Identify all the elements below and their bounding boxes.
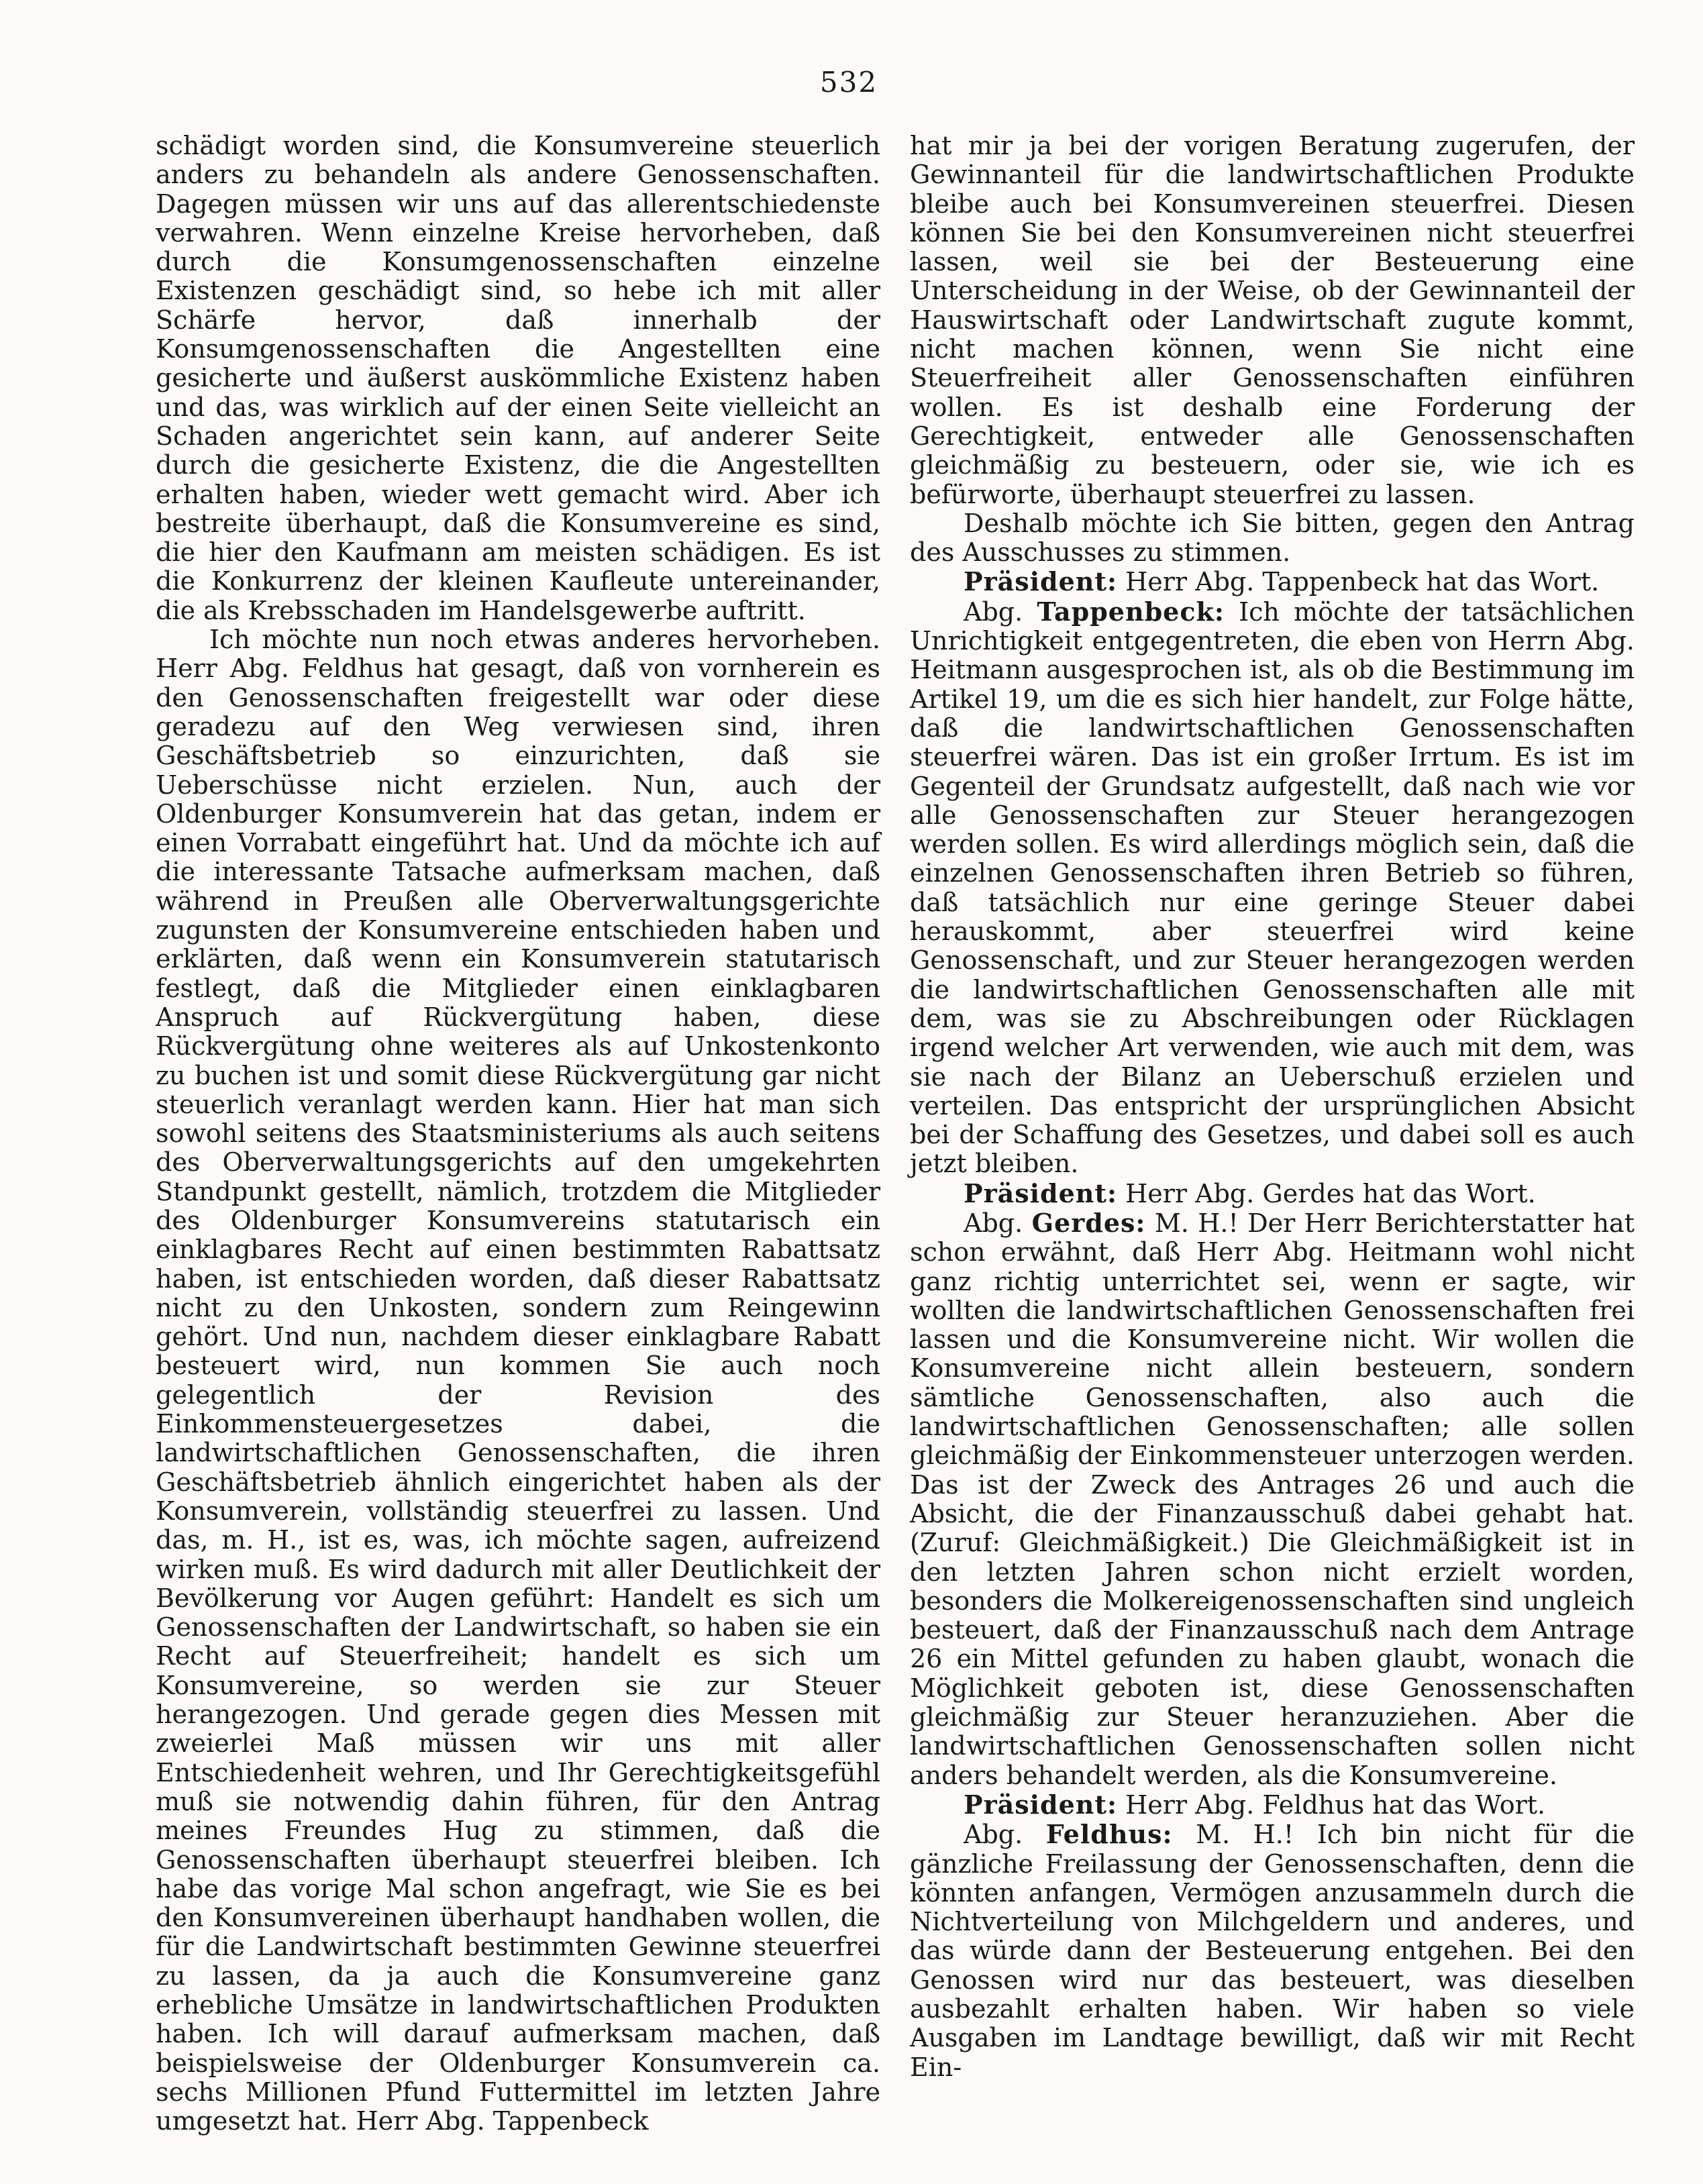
statement-text: Herr Abg. Feldhus hat das Wort. [1125, 1789, 1546, 1820]
speech-text: Ich möchte der tatsächlichen Unrichtigkeit entgegentreten, die eben von Herrn Abg. Heitmann ausgesprochen ist, als ob die Bestimmung im Artikel 19, um die es sich hier handelt, zur Folge hätte, daß die landwirtschaftlichen Genossenschaften steuerfrei wären. Das ist ein großer Irrtum. Es ist im Gegenteil der Grundsatz aufgestellt, daß nach wie vor alle Genossenschaften zur Steuer herangezogen werden sollen. Es wird allerdings möglich sein, daß die einzelnen Genossenschaften ihren Betrieb so führen, daß tatsächlich nur eine geringe Steuer dabei herauskommt, aber steuerfrei wird keine Genossenschaft, und zur Steuer herangezogen werden die landwirtschaftlichen Genossenschaften alle mit dem, was sie zu Abschreibungen oder Rücklagen irgend welcher Art verwenden, wie auch mit dem, was sie nach der Bilanz an Ueberschuß erzielen und verteilen. Das entspricht der ursprünglichen Absicht bei der Schaffung des Gesetzes, und dabei soll es auch jetzt bleiben. [910, 596, 1635, 1179]
paragraph: Ich möchte nun noch etwas anderes hervorheben. Herr Abg. Feldhus hat gesagt, daß von vornherein es den Genossenschaften freigestellt war oder diese geradezu auf den Weg verwiesen sind, ihren Geschäftsbetrieb so einzurichten, daß sie Ueberschüsse nicht erzielen. Nun, auch der Oldenburger Konsumverein hat das getan, indem er einen Vorrabatt eingeführt hat. Und da möchte ich auf die interessante Tatsache aufmerksam machen, daß während in Preußen alle Oberverwaltungsgerichte zugunsten der Konsumvereine entschieden haben und erklärten, daß wenn ein Konsumverein statutarisch festlegt, daß die Mitglieder einen einklagbaren Anspruch auf Rückvergütung haben, diese Rückvergütung ohne weiteres als auf Unkostenkonto zu buchen ist und somit diese Rückvergütung gar nicht steuerlich veranlagt werden kann. Hier hat man sich sowohl seitens des Staatsministeriums als auch seitens des Oberverwaltungsgerichts auf den umgekehrten Standpunkt gestellt, nämlich, trotzdem die Mitglieder des Oldenburger Konsumvereins statutarisch ein einklagbares Recht auf einen bestimmten Rabattsatz haben, ist entschieden worden, daß dieser Rabattsatz nicht zu den Unkosten, sondern zum Reingewinn gehört. Und nun, nachdem dieser einklagbare Rabatt besteuert wird, nun kommen Sie auch noch gelegentlich der Revision des Einkommensteuergesetzes dabei, die landwirtschaftlichen Genossenschaften, die ihren Geschäftsbetrieb ähnlich eingerichtet haben als der Konsumverein, vollständig steuerfrei zu lassen. Und das, m. H., ist es, was, ich möchte sagen, aufreizend wirken muß. Es wird dadurch mit aller Deutlichkeit der Bevölkerung vor Augen geführt: Handelt es sich um Genossenschaften der Landwirtschaft, so haben sie ein Recht auf Steuerfreiheit; handelt es sich um Konsumvereine, so werden sie zur Steuer herangezogen. Und gerade gegen dies Messen mit zweierlei Maß müssen wir uns mit aller Entschiedenheit wehren, und Ihr Gerechtigkeitsgefühl muß sie notwendig dahin führen, für den Antrag meines Freundes Hug zu stimmen, daß die Genossenschaften überhaupt steuerfrei bleiben. Ich habe das vorige Mal schon angefragt, wie Sie es bei den Konsumvereinen überhaupt handhaben wollen, die für die Landwirtschaft bestimmten Gewinne steuerfrei zu lassen, da ja auch die Konsumvereine ganz erhebliche Umsätze in landwirtschaftlichen Produkten haben. Ich will darauf aufmerksam machen, daß beispielsweise der Oldenburger Konsumverein ca. sechs Millionen Pfund Futtermittel im letzten Jahre umgesetzt hat. Herr Abg. Tappenbeck [156, 625, 880, 2136]
paragraph: hat mir ja bei der vorigen Beratung zugerufen, der Gewinnanteil für die landwirtschaftlichen Produkte bleibe auch bei Konsumvereinen steuerfrei. Diesen können Sie bei den Konsumvereinen nicht steuerfrei lassen, weil sie bei der Besteuerung eine Unterscheidung in der Weise, ob der Gewinnanteil der Hauswirtschaft oder Landwirtschaft zugute kommt, nicht machen können, wenn Sie nicht eine Steuerfreiheit aller Genossenschaften einführen wollen. Es ist deshalb eine Forderung der Gerechtigkeit, entweder alle Genossenschaften gleichmäßig zu besteuern, oder sie, wie ich es befürworte, überhaupt steuerfrei zu lassen. [910, 131, 1635, 509]
speaker-label: Präsident: [964, 566, 1118, 597]
speaker-prefix: Abg. [964, 596, 1023, 627]
paragraph: schädigt worden sind, die Konsumvereine steuerlich anders zu behandeln als andere Genossenschaften. Dagegen müssen wir uns auf das allerentschiedenste verwahren. Wenn einzelne Kreise hervorheben, daß durch die Konsumgenossenschaften einzelne Existenzen geschädigt sind, so hebe ich mit aller Schärfe hervor, daß innerhalb der Konsumgenossenschaften die Angestellten eine gesicherte und äußerst auskömmliche Existenz haben und das, was wirklich auf der einen Seite vielleicht an Schaden angerichtet sein kann, auf anderer Seite durch die gesicherte Existenz, die die Angestellten erhalten haben, wieder wett gemacht wird. Aber ich bestreite überhaupt, daß die Konsumvereine es sind, die hier den Kaufmann am meisten schädigen. Es ist die Konkurrenz der kleinen Kaufleute untereinander, die als Krebsschaden im Handelsgewerbe auftritt. [156, 131, 880, 625]
speech-feldhus [910, 1820, 1635, 2082]
president-statement [910, 1179, 1635, 1208]
speaker-name: Gerdes: [1031, 1207, 1146, 1238]
president-statement [910, 1790, 1635, 1820]
speech-gerdes [910, 1208, 1635, 1790]
speaker-label: Präsident: [964, 1789, 1118, 1820]
right-column [910, 132, 1635, 2082]
speech-text: M. H.! Ich bin nicht für die gänzliche Freilassung der Genossenschaften, denn die könnten anfangen, Vermögen anzusammeln durch die Nichtverteilung von Milchgeldern und anderes, und das würde dann der Besteuerung entgehen. Bei den Genossen wird nur das besteuert, was dieselben ausbezahlt erhalten haben. Wir haben so viele Ausgaben im Landtage bewilligt, daß wir mit Recht Ein- [910, 1820, 1635, 2082]
left-column [156, 132, 880, 2136]
paragraph: Deshalb möchte ich Sie bitten, gegen den Antrag des Ausschusses zu stimmen. [910, 508, 1635, 568]
speech-text: M. H.! Der Herr Berichterstatter hat schon erwähnt, daß Herr Abg. Heitmann wohl nicht ganz richtig unterrichtet sei, wenn er sagte, wir wollten die landwirtschaftlichen Genossenschaften frei lassen und die Konsumvereine nicht. Wir wollen die Konsumvereine nicht allein besteuern, sondern sämtliche Genossenschaften, also auch die landwirtschaftlichen Genossenschaften; alle sollen gleichmäßig der Einkommensteuer unterzogen werden. Das ist der Zweck des Antrages 26 und auch die Absicht, die der Finanzausschuß dabei gehabt hat. (Zuruf: Gleichmäßigkeit.) Die Gleichmäßigkeit ist in den letzten Jahren schon nicht erzielt worden, besonders die Molkereigenossenschaften sind ungleich besteuert, daß der Finanzausschuß nach dem Antrage 26 ein Mittel gefunden zu haben glaubt, wonach die Möglichkeit geboten ist, diese Genossenschaften gleichmäßig zur Steuer heranzuziehen. Aber die landwirtschaftlichen Genossenschaften sollen nicht anders behandelt werden, als die Konsumvereine. [910, 1208, 1635, 1790]
speaker-name: Feldhus: [1045, 1819, 1173, 1850]
speaker-prefix: Abg. [964, 1208, 1023, 1238]
statement-text: Herr Abg. Gerdes hat das Wort. [1125, 1178, 1536, 1208]
statement-text: Herr Abg. Tappenbeck hat das Wort. [1125, 567, 1600, 597]
speaker-prefix: Abg. [964, 1820, 1023, 1850]
speaker-label: Präsident: [964, 1178, 1118, 1208]
page-number: 532 [819, 66, 878, 99]
speech-tappenbeck [910, 597, 1635, 1179]
president-statement [910, 567, 1635, 596]
speaker-name: Tappenbeck: [1037, 596, 1225, 627]
